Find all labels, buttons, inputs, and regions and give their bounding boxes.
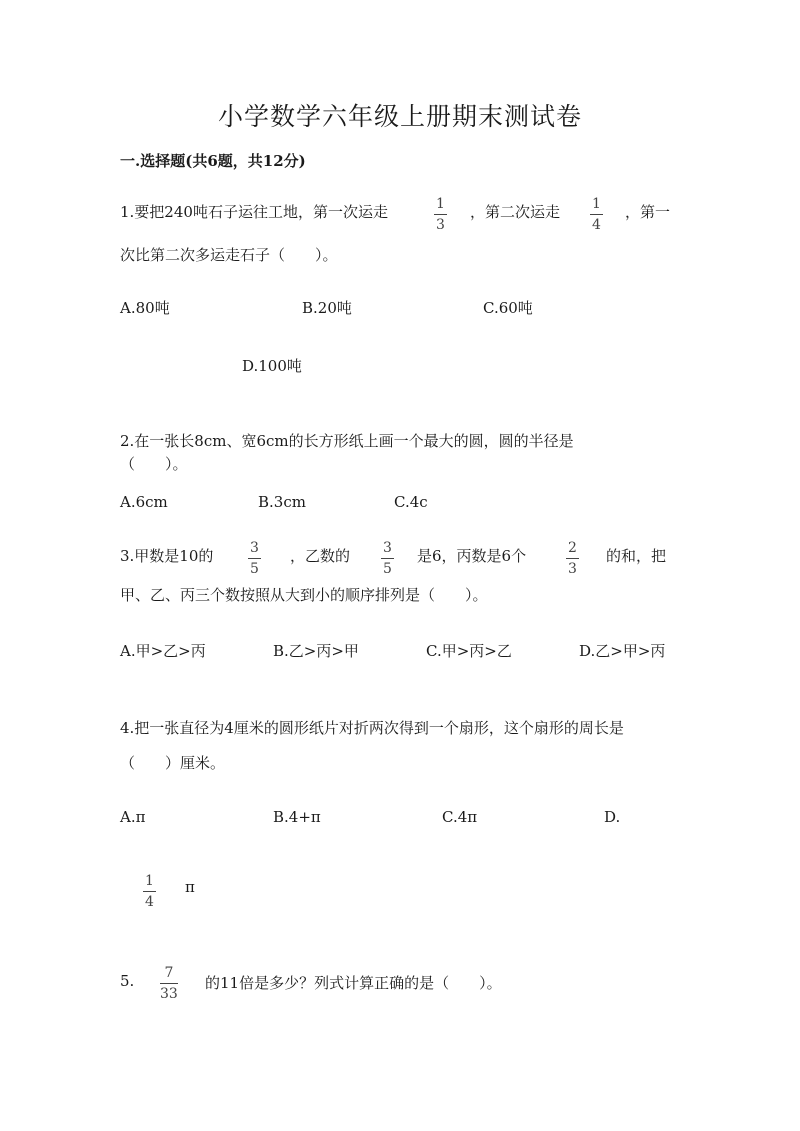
question-number: 5. — [120, 972, 135, 990]
option-d-fraction: 1 4 — [145, 873, 154, 910]
option-d[interactable]: D.乙>甲>丙 — [579, 642, 666, 660]
question-text: 的11倍是多少？列式计算正确的是（ ）。 — [205, 974, 502, 992]
question-text: 是6，丙数是6个 — [417, 547, 527, 565]
question-text: ，第一 — [625, 203, 671, 221]
option-d[interactable]: D. — [604, 808, 621, 826]
fraction: 7 33 — [160, 965, 178, 1002]
option-a[interactable]: A.6cm — [120, 493, 168, 511]
question-text: 4.把一张直径为4厘米的圆形纸片对折两次得到一个扇形，这个扇形的周长是 — [120, 719, 624, 737]
question-text: 2.在一张长8cm、宽6cm的长方形纸上画一个最大的圆，圆的半径是 — [120, 432, 574, 450]
question-text: ，乙数的 — [290, 547, 351, 565]
section-heading: 一.选择题(共6题，共12分) — [120, 152, 306, 170]
option-d[interactable]: D.100吨 — [242, 357, 302, 375]
option-c[interactable]: C.4c — [394, 493, 428, 511]
fraction: 2 3 — [568, 540, 577, 577]
option-b[interactable]: B.3cm — [258, 493, 306, 511]
fraction: 3 5 — [383, 540, 392, 577]
question-text: 3.甲数是10的 — [120, 547, 214, 565]
question-text: （ ）厘米。 — [120, 754, 226, 772]
question-text: 次比第二次多运走石子（ ）。 — [120, 246, 338, 264]
option-c[interactable]: C.甲>丙>乙 — [426, 642, 512, 660]
option-b[interactable]: B.20吨 — [302, 299, 352, 317]
option-c[interactable]: C.60吨 — [483, 299, 533, 317]
option-a[interactable]: A.甲>乙>丙 — [120, 642, 206, 660]
question-text: 甲、乙、丙三个数按照从大到小的顺序排列是（ ）。 — [120, 586, 488, 604]
fraction: 1 3 — [436, 196, 445, 233]
option-b[interactable]: B.4+π — [273, 808, 321, 826]
question-text: （ ）。 — [120, 455, 188, 473]
fraction: 1 4 — [592, 196, 601, 233]
option-c[interactable]: C.4π — [442, 808, 478, 826]
option-d-suffix: π — [185, 878, 195, 896]
option-b[interactable]: B.乙>丙>甲 — [273, 642, 359, 660]
question-text: 的和，把 — [606, 547, 667, 565]
question-text: 1.要把240吨石子运往工地，第一次运走 — [120, 203, 388, 221]
option-a[interactable]: A.π — [120, 808, 146, 826]
page-title: 小学数学六年级上册期末测试卷 — [217, 102, 582, 131]
question-text: ，第二次运走 — [470, 203, 561, 221]
option-a[interactable]: A.80吨 — [120, 299, 170, 317]
fraction: 3 5 — [250, 540, 259, 577]
